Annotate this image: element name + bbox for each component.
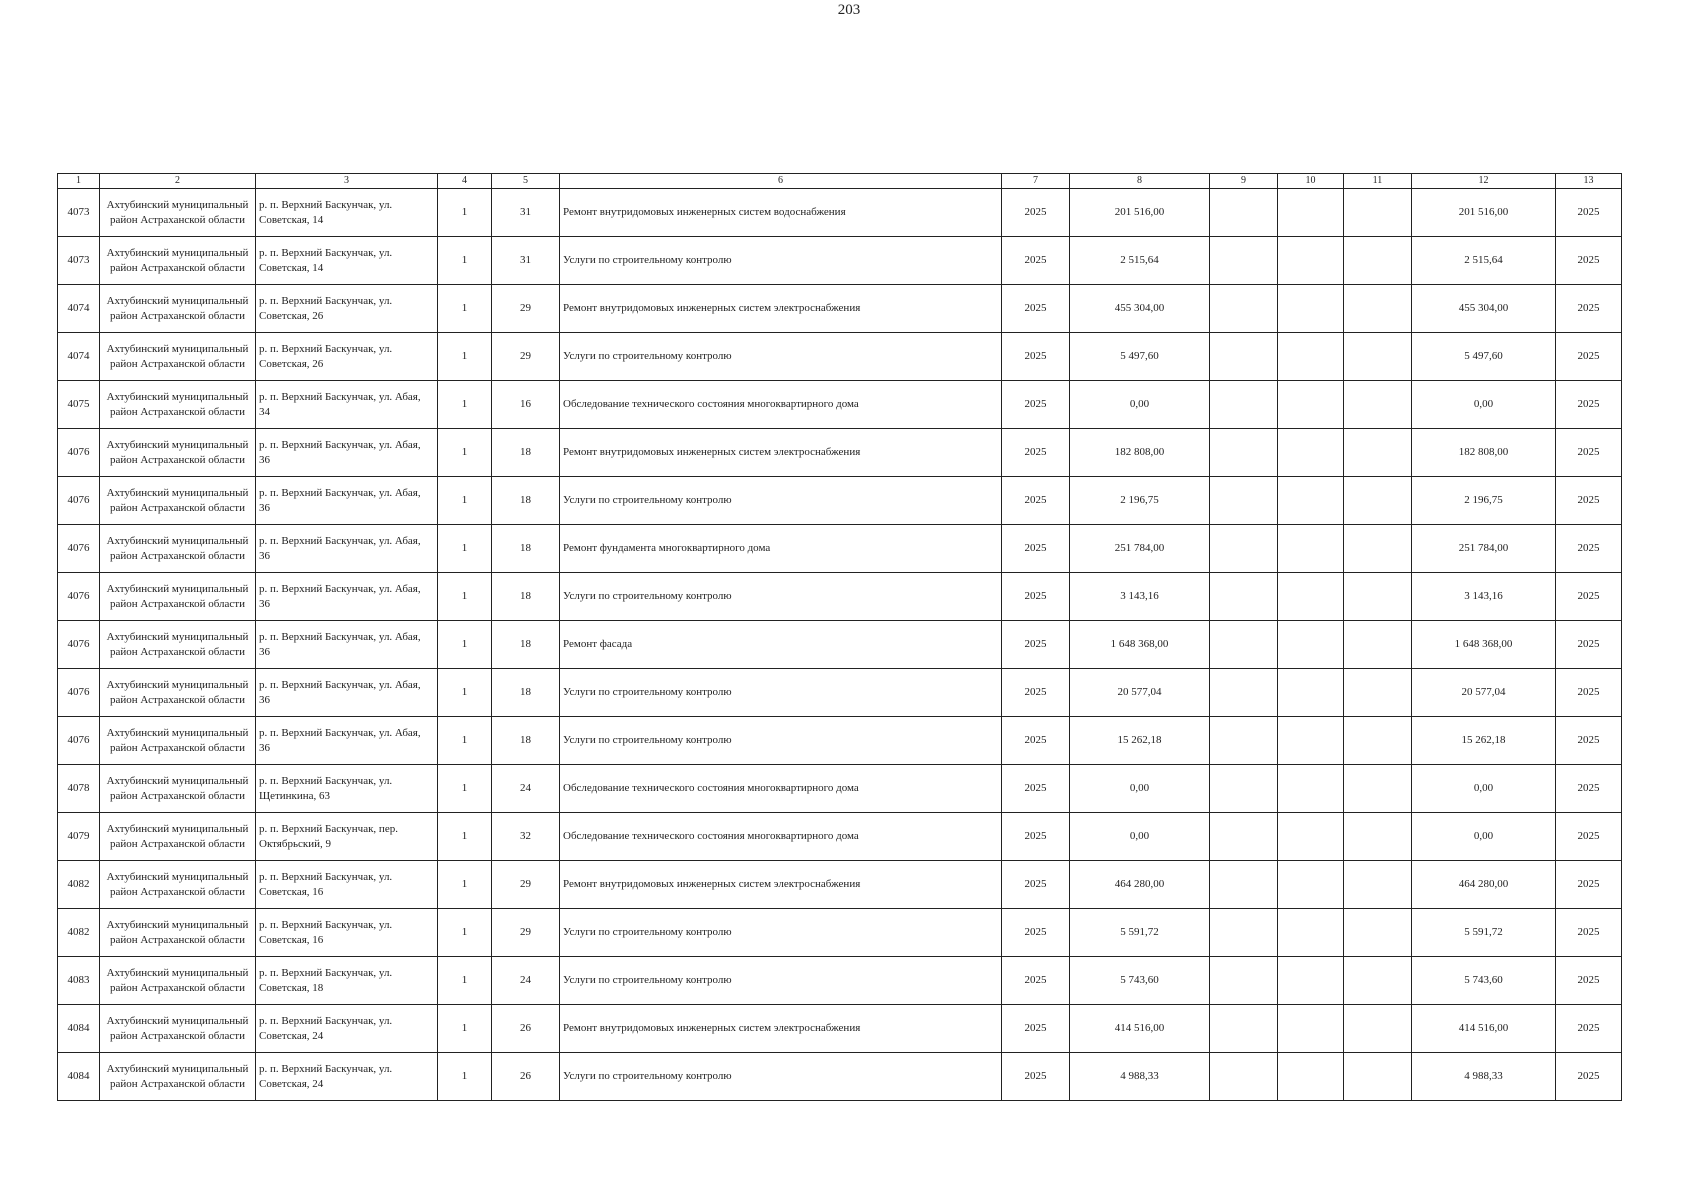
col-10-cell [1278,621,1344,669]
apartment-count-cell: 16 [492,381,560,429]
column-number: 11 [1344,174,1412,189]
total-cost-cell: 0,00 [1070,813,1210,861]
address-cell: р. п. Верхний Баскунчак, ул. Советская, 14 [256,237,438,285]
col-10-cell [1278,477,1344,525]
address-cell: р. п. Верхний Баскунчак, ул. Абая, 36 [256,573,438,621]
completion-year-cell: 2025 [1556,765,1622,813]
col-10-cell [1278,669,1344,717]
plan-year-cell: 2025 [1002,237,1070,285]
table-row [58,285,1622,333]
fund-amount-cell: 201 516,00 [1412,189,1556,237]
completion-year-cell: 2025 [1556,813,1622,861]
apartment-count-cell: 18 [492,669,560,717]
row-number-cell: 4076 [58,669,100,717]
col-9-cell [1210,573,1278,621]
completion-year-cell: 2025 [1556,909,1622,957]
table-row [58,813,1622,861]
plan-year-cell: 2025 [1002,1053,1070,1101]
col-9-cell [1210,1005,1278,1053]
col-11-cell [1344,333,1412,381]
completion-year-cell: 2025 [1556,957,1622,1005]
row-number-cell: 4074 [58,285,100,333]
col-11-cell [1344,285,1412,333]
apartment-count-cell: 29 [492,909,560,957]
col-9-cell [1210,525,1278,573]
work-type-cell: Ремонт внутридомовых инженерных систем электроснабжения [560,285,1002,333]
plan-year-cell: 2025 [1002,1005,1070,1053]
col-10-cell [1278,765,1344,813]
work-type-cell: Услуги по строительному контролю [560,477,1002,525]
total-cost-cell: 201 516,00 [1070,189,1210,237]
entrance-count-cell: 1 [438,333,492,381]
completion-year-cell: 2025 [1556,861,1622,909]
row-number-cell: 4073 [58,189,100,237]
entrance-count-cell: 1 [438,477,492,525]
entrance-count-cell: 1 [438,189,492,237]
row-number-cell: 4076 [58,477,100,525]
table-row [58,381,1622,429]
completion-year-cell: 2025 [1556,1005,1622,1053]
col-10-cell [1278,237,1344,285]
row-number-cell: 4076 [58,525,100,573]
total-cost-cell: 182 808,00 [1070,429,1210,477]
fund-amount-cell: 455 304,00 [1412,285,1556,333]
row-number-cell: 4076 [58,429,100,477]
column-number: 10 [1278,174,1344,189]
column-number: 4 [438,174,492,189]
col-11-cell [1344,669,1412,717]
work-type-cell: Услуги по строительному контролю [560,237,1002,285]
work-type-cell: Обследование технического состояния многоквартирного дома [560,765,1002,813]
completion-year-cell: 2025 [1556,525,1622,573]
col-10-cell [1278,333,1344,381]
table-row [58,765,1622,813]
col-9-cell [1210,1053,1278,1101]
col-11-cell [1344,381,1412,429]
table-row [58,957,1622,1005]
district-cell: Ахтубинский муниципальный район Астраханской области [100,381,256,429]
address-cell: р. п. Верхний Баскунчак, ул. Советская, 16 [256,861,438,909]
col-11-cell [1344,765,1412,813]
district-cell: Ахтубинский муниципальный район Астраханской области [100,909,256,957]
col-11-cell [1344,189,1412,237]
total-cost-cell: 0,00 [1070,381,1210,429]
apartment-count-cell: 32 [492,813,560,861]
plan-year-cell: 2025 [1002,525,1070,573]
col-11-cell [1344,525,1412,573]
address-cell: р. п. Верхний Баскунчак, ул. Щетинкина, 63 [256,765,438,813]
col-11-cell [1344,861,1412,909]
col-9-cell [1210,285,1278,333]
table-row [58,909,1622,957]
district-cell: Ахтубинский муниципальный район Астраханской области [100,861,256,909]
total-cost-cell: 1 648 368,00 [1070,621,1210,669]
row-number-cell: 4075 [58,381,100,429]
total-cost-cell: 2 515,64 [1070,237,1210,285]
fund-amount-cell: 2 196,75 [1412,477,1556,525]
plan-year-cell: 2025 [1002,861,1070,909]
work-type-cell: Ремонт внутридомовых инженерных систем электроснабжения [560,429,1002,477]
table-row [58,237,1622,285]
apartment-count-cell: 29 [492,861,560,909]
table-row [58,861,1622,909]
plan-year-cell: 2025 [1002,333,1070,381]
apartment-count-cell: 18 [492,525,560,573]
col-9-cell [1210,717,1278,765]
district-cell: Ахтубинский муниципальный район Астраханской области [100,765,256,813]
address-cell: р. п. Верхний Баскунчак, ул. Абая, 36 [256,717,438,765]
col-9-cell [1210,909,1278,957]
row-number-cell: 4079 [58,813,100,861]
table-row [58,429,1622,477]
table-row [58,573,1622,621]
district-cell: Ахтубинский муниципальный район Астраханской области [100,717,256,765]
row-number-cell: 4084 [58,1005,100,1053]
fund-amount-cell: 5 591,72 [1412,909,1556,957]
col-9-cell [1210,381,1278,429]
row-number-cell: 4082 [58,861,100,909]
entrance-count-cell: 1 [438,765,492,813]
col-11-cell [1344,429,1412,477]
row-number-cell: 4076 [58,717,100,765]
fund-amount-cell: 5 497,60 [1412,333,1556,381]
table-row [58,189,1622,237]
completion-year-cell: 2025 [1556,285,1622,333]
col-11-cell [1344,717,1412,765]
entrance-count-cell: 1 [438,381,492,429]
column-number: 3 [256,174,438,189]
col-11-cell [1344,957,1412,1005]
row-number-cell: 4084 [58,1053,100,1101]
fund-amount-cell: 182 808,00 [1412,429,1556,477]
col-9-cell [1210,237,1278,285]
work-type-cell: Ремонт внутридомовых инженерных систем электроснабжения [560,1005,1002,1053]
work-type-cell: Услуги по строительному контролю [560,333,1002,381]
plan-year-cell: 2025 [1002,669,1070,717]
entrance-count-cell: 1 [438,285,492,333]
fund-amount-cell: 2 515,64 [1412,237,1556,285]
total-cost-cell: 455 304,00 [1070,285,1210,333]
address-cell: р. п. Верхний Баскунчак, пер. Октябрьский, 9 [256,813,438,861]
entrance-count-cell: 1 [438,669,492,717]
fund-amount-cell: 0,00 [1412,765,1556,813]
apartment-count-cell: 31 [492,189,560,237]
table-body [58,174,1622,1101]
table-row [58,477,1622,525]
apartment-count-cell: 18 [492,429,560,477]
entrance-count-cell: 1 [438,1005,492,1053]
work-type-cell: Услуги по строительному контролю [560,1053,1002,1101]
col-11-cell [1344,909,1412,957]
apartment-count-cell: 29 [492,285,560,333]
plan-year-cell: 2025 [1002,621,1070,669]
plan-year-cell: 2025 [1002,429,1070,477]
completion-year-cell: 2025 [1556,669,1622,717]
entrance-count-cell: 1 [438,573,492,621]
col-10-cell [1278,717,1344,765]
col-9-cell [1210,813,1278,861]
district-cell: Ахтубинский муниципальный район Астраханской области [100,573,256,621]
column-number: 2 [100,174,256,189]
address-cell: р. п. Верхний Баскунчак, ул. Абая, 36 [256,477,438,525]
total-cost-cell: 0,00 [1070,765,1210,813]
plan-year-cell: 2025 [1002,717,1070,765]
work-type-cell: Обследование технического состояния многоквартирного дома [560,813,1002,861]
district-cell: Ахтубинский муниципальный район Астраханской области [100,429,256,477]
entrance-count-cell: 1 [438,957,492,1005]
table-row [58,1053,1622,1101]
table-row [58,525,1622,573]
work-type-cell: Ремонт внутридомовых инженерных систем электроснабжения [560,861,1002,909]
col-10-cell [1278,957,1344,1005]
apartment-count-cell: 26 [492,1053,560,1101]
district-cell: Ахтубинский муниципальный район Астраханской области [100,813,256,861]
completion-year-cell: 2025 [1556,477,1622,525]
total-cost-cell: 20 577,04 [1070,669,1210,717]
column-number-row [58,174,1622,189]
total-cost-cell: 414 516,00 [1070,1005,1210,1053]
fund-amount-cell: 464 280,00 [1412,861,1556,909]
column-number: 9 [1210,174,1278,189]
fund-amount-cell: 5 743,60 [1412,957,1556,1005]
fund-amount-cell: 0,00 [1412,813,1556,861]
completion-year-cell: 2025 [1556,237,1622,285]
col-9-cell [1210,429,1278,477]
col-9-cell [1210,861,1278,909]
apartment-count-cell: 24 [492,957,560,1005]
row-number-cell: 4076 [58,621,100,669]
col-11-cell [1344,573,1412,621]
entrance-count-cell: 1 [438,621,492,669]
entrance-count-cell: 1 [438,1053,492,1101]
address-cell: р. п. Верхний Баскунчак, ул. Советская, 24 [256,1053,438,1101]
column-number: 12 [1412,174,1556,189]
column-number: 13 [1556,174,1622,189]
address-cell: р. п. Верхний Баскунчак, ул. Советская, 16 [256,909,438,957]
work-type-cell: Ремонт фундамента многоквартирного дома [560,525,1002,573]
work-type-cell: Услуги по строительному контролю [560,717,1002,765]
total-cost-cell: 15 262,18 [1070,717,1210,765]
total-cost-cell: 464 280,00 [1070,861,1210,909]
row-number-cell: 4074 [58,333,100,381]
address-cell: р. п. Верхний Баскунчак, ул. Абая, 36 [256,429,438,477]
plan-year-cell: 2025 [1002,189,1070,237]
completion-year-cell: 2025 [1556,717,1622,765]
address-cell: р. п. Верхний Баскунчак, ул. Советская, 18 [256,957,438,1005]
completion-year-cell: 2025 [1556,429,1622,477]
fund-amount-cell: 3 143,16 [1412,573,1556,621]
entrance-count-cell: 1 [438,429,492,477]
col-10-cell [1278,285,1344,333]
row-number-cell: 4082 [58,909,100,957]
work-type-cell: Услуги по строительному контролю [560,909,1002,957]
col-11-cell [1344,621,1412,669]
total-cost-cell: 5 743,60 [1070,957,1210,1005]
column-number: 6 [560,174,1002,189]
col-10-cell [1278,813,1344,861]
column-number: 8 [1070,174,1210,189]
address-cell: р. п. Верхний Баскунчак, ул. Советская, 24 [256,1005,438,1053]
address-cell: р. п. Верхний Баскунчак, ул. Советская, 26 [256,285,438,333]
total-cost-cell: 5 591,72 [1070,909,1210,957]
completion-year-cell: 2025 [1556,381,1622,429]
district-cell: Ахтубинский муниципальный район Астраханской области [100,669,256,717]
address-cell: р. п. Верхний Баскунчак, ул. Абая, 36 [256,525,438,573]
col-10-cell [1278,189,1344,237]
district-cell: Ахтубинский муниципальный район Астраханской области [100,189,256,237]
col-10-cell [1278,861,1344,909]
capital-repair-table [57,173,1622,1101]
total-cost-cell: 3 143,16 [1070,573,1210,621]
plan-year-cell: 2025 [1002,573,1070,621]
work-type-cell: Ремонт внутридомовых инженерных систем водоснабжения [560,189,1002,237]
col-11-cell [1344,477,1412,525]
apartment-count-cell: 18 [492,717,560,765]
col-11-cell [1344,1053,1412,1101]
table-row [58,1005,1622,1053]
col-9-cell [1210,765,1278,813]
row-number-cell: 4078 [58,765,100,813]
district-cell: Ахтубинский муниципальный район Астраханской области [100,333,256,381]
col-9-cell [1210,477,1278,525]
work-type-cell: Услуги по строительному контролю [560,669,1002,717]
col-11-cell [1344,237,1412,285]
table-row [58,717,1622,765]
work-type-cell: Услуги по строительному контролю [560,957,1002,1005]
total-cost-cell: 4 988,33 [1070,1053,1210,1101]
col-10-cell [1278,1053,1344,1101]
work-type-cell: Услуги по строительному контролю [560,573,1002,621]
col-9-cell [1210,957,1278,1005]
entrance-count-cell: 1 [438,717,492,765]
address-cell: р. п. Верхний Баскунчак, ул. Советская, 26 [256,333,438,381]
address-cell: р. п. Верхний Баскунчак, ул. Абая, 36 [256,669,438,717]
apartment-count-cell: 26 [492,1005,560,1053]
row-number-cell: 4076 [58,573,100,621]
plan-year-cell: 2025 [1002,477,1070,525]
completion-year-cell: 2025 [1556,333,1622,381]
address-cell: р. п. Верхний Баскунчак, ул. Абая, 36 [256,621,438,669]
plan-year-cell: 2025 [1002,909,1070,957]
plan-year-cell: 2025 [1002,381,1070,429]
apartment-count-cell: 18 [492,621,560,669]
fund-amount-cell: 251 784,00 [1412,525,1556,573]
district-cell: Ахтубинский муниципальный район Астраханской области [100,957,256,1005]
entrance-count-cell: 1 [438,525,492,573]
entrance-count-cell: 1 [438,861,492,909]
fund-amount-cell: 1 648 368,00 [1412,621,1556,669]
col-9-cell [1210,621,1278,669]
district-cell: Ахтубинский муниципальный район Астраханской области [100,285,256,333]
work-type-cell: Ремонт фасада [560,621,1002,669]
apartment-count-cell: 29 [492,333,560,381]
entrance-count-cell: 1 [438,813,492,861]
col-10-cell [1278,429,1344,477]
table-row [58,333,1622,381]
district-cell: Ахтубинский муниципальный район Астраханской области [100,621,256,669]
fund-amount-cell: 4 988,33 [1412,1053,1556,1101]
total-cost-cell: 251 784,00 [1070,525,1210,573]
address-cell: р. п. Верхний Баскунчак, ул. Абая, 34 [256,381,438,429]
total-cost-cell: 2 196,75 [1070,477,1210,525]
district-cell: Ахтубинский муниципальный район Астраханской области [100,1005,256,1053]
completion-year-cell: 2025 [1556,573,1622,621]
col-10-cell [1278,1005,1344,1053]
table-row [58,669,1622,717]
completion-year-cell: 2025 [1556,189,1622,237]
col-10-cell [1278,909,1344,957]
page-number: 203 [837,2,861,18]
address-cell: р. п. Верхний Баскунчак, ул. Советская, 14 [256,189,438,237]
fund-amount-cell: 15 262,18 [1412,717,1556,765]
col-10-cell [1278,525,1344,573]
entrance-count-cell: 1 [438,909,492,957]
fund-amount-cell: 414 516,00 [1412,1005,1556,1053]
col-9-cell [1210,189,1278,237]
apartment-count-cell: 31 [492,237,560,285]
district-cell: Ахтубинский муниципальный район Астраханской области [100,525,256,573]
apartment-count-cell: 24 [492,765,560,813]
col-10-cell [1278,381,1344,429]
plan-year-cell: 2025 [1002,765,1070,813]
row-number-cell: 4073 [58,237,100,285]
completion-year-cell: 2025 [1556,1053,1622,1101]
district-cell: Ахтубинский муниципальный район Астраханской области [100,237,256,285]
entrance-count-cell: 1 [438,237,492,285]
fund-amount-cell: 0,00 [1412,381,1556,429]
district-cell: Ахтубинский муниципальный район Астраханской области [100,477,256,525]
apartment-count-cell: 18 [492,573,560,621]
district-cell: Ахтубинский муниципальный район Астраханской области [100,1053,256,1101]
plan-year-cell: 2025 [1002,285,1070,333]
apartment-count-cell: 18 [492,477,560,525]
fund-amount-cell: 20 577,04 [1412,669,1556,717]
completion-year-cell: 2025 [1556,621,1622,669]
column-number: 7 [1002,174,1070,189]
row-number-cell: 4083 [58,957,100,1005]
plan-year-cell: 2025 [1002,957,1070,1005]
total-cost-cell: 5 497,60 [1070,333,1210,381]
col-11-cell [1344,813,1412,861]
work-type-cell: Обследование технического состояния многоквартирного дома [560,381,1002,429]
column-number: 1 [58,174,100,189]
column-number: 5 [492,174,560,189]
col-11-cell [1344,1005,1412,1053]
col-9-cell [1210,669,1278,717]
col-10-cell [1278,573,1344,621]
plan-year-cell: 2025 [1002,813,1070,861]
table-row [58,621,1622,669]
col-9-cell [1210,333,1278,381]
